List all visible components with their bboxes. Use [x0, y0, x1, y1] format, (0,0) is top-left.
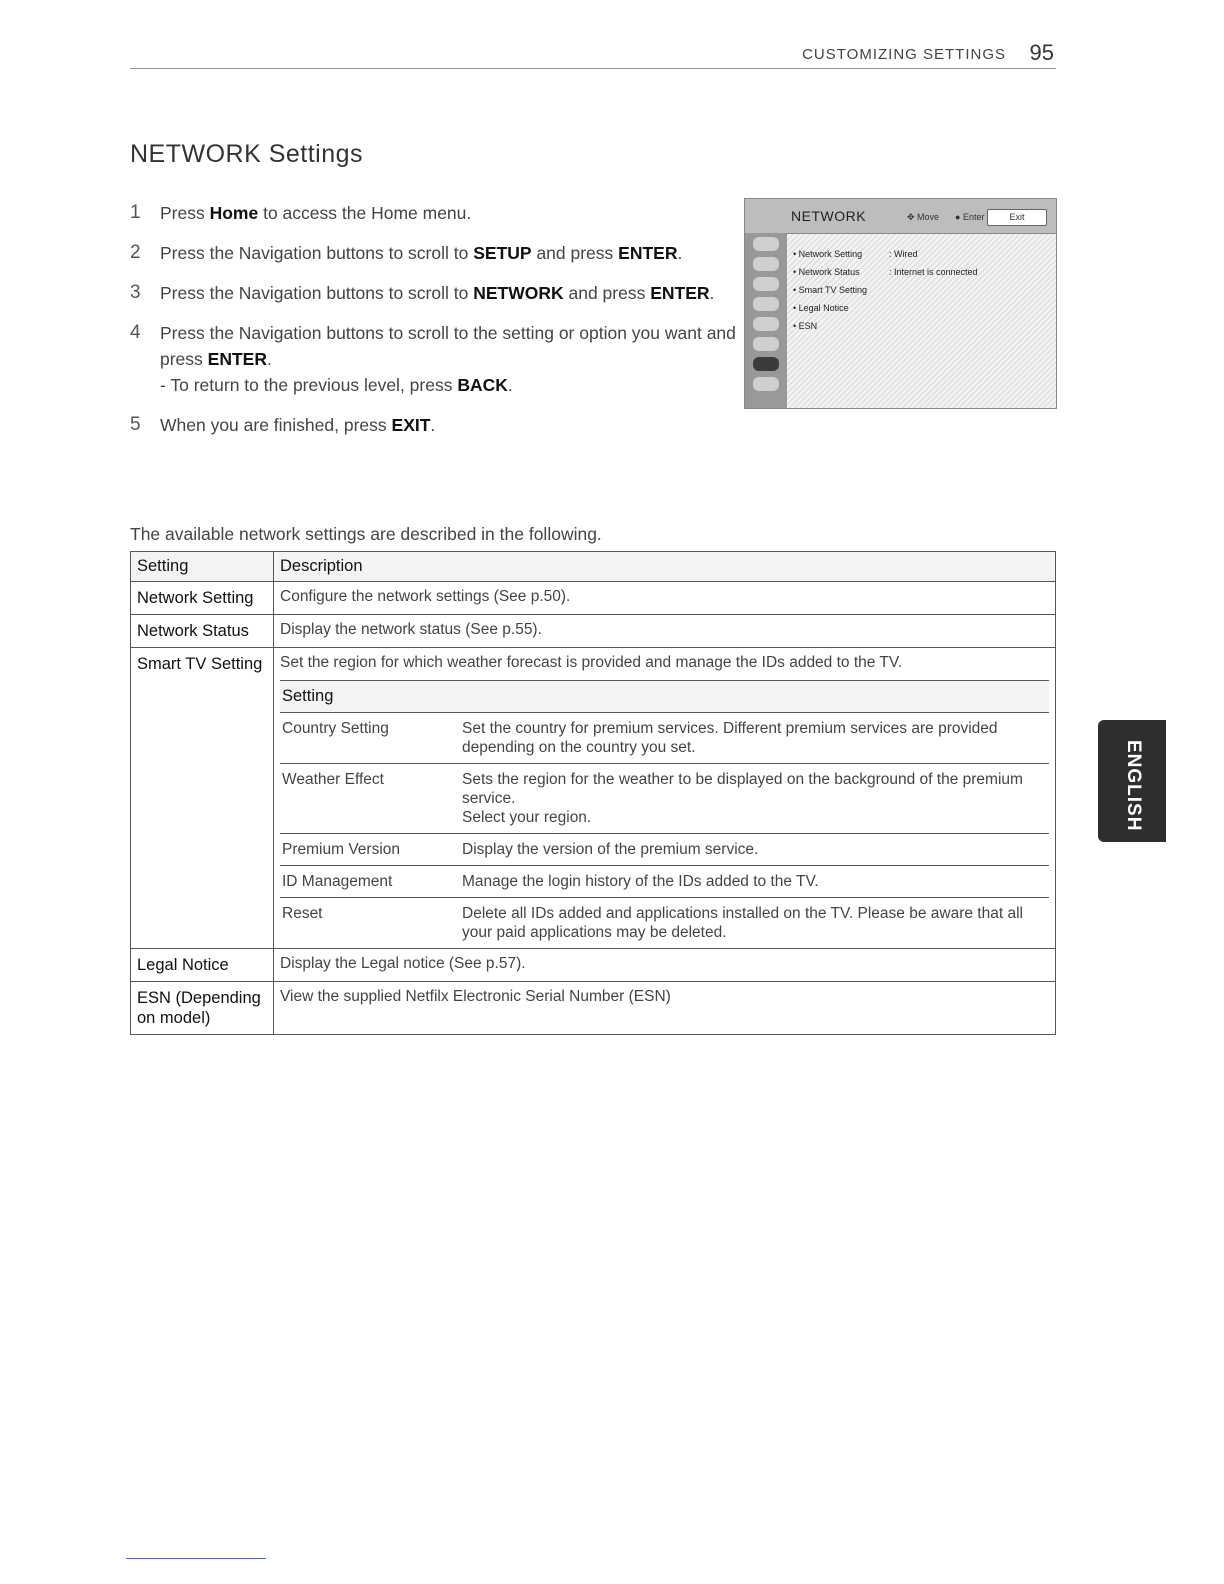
lock-icon [753, 317, 779, 331]
option-icon [753, 337, 779, 351]
column-header-setting: Setting [131, 552, 274, 582]
tv-menu-sidebar [745, 233, 787, 408]
tv-menu-title: NETWORK [791, 208, 867, 224]
subtable-header: Setting [280, 681, 1049, 713]
footer-rule [126, 1558, 266, 1559]
page-number: 95 [1029, 40, 1054, 65]
picture-icon [753, 237, 779, 251]
smart-tv-subtable [280, 680, 1049, 948]
table-row: ESN (Depending on model) View the supplied Netfilx Electronic Serial Number (ESN) [131, 982, 1056, 1035]
tv-move-hint: ✥ Move [907, 212, 940, 222]
column-header-description: Description [274, 552, 1056, 582]
settings-table [130, 551, 1056, 1035]
tv-menu-items [793, 245, 985, 335]
support-icon [753, 377, 779, 391]
subtable-row: ID Management Manage the login history of the IDs added to the TV. [280, 866, 1049, 898]
step-5: 5 When you are finished, press EXIT. [130, 414, 436, 435]
setup-icon [753, 277, 779, 291]
tv-network-menu-screenshot [744, 198, 1057, 409]
steps-list [130, 200, 740, 452]
language-side-tab: ENGLISH [1098, 720, 1166, 842]
subtable-row: Reset Delete all IDs added and applications installed on the TV. Please be aware that all your paid applications may be deleted. [280, 898, 1049, 949]
tv-enter-hint: ● Enter [955, 212, 985, 222]
tv-menu-item: • Smart TV Setting [793, 285, 868, 295]
page-title: NETWORK Settings [130, 140, 364, 168]
subtable-row: Country Setting Set the country for premium services. Different premium services are provided depending on the country you set. [280, 713, 1049, 764]
step-4-note: - To return to the previous level, press BACK. [160, 375, 513, 395]
step-2: 2 Press the Navigation buttons to scroll to SETUP and press ENTER. [130, 242, 683, 263]
table-header-row [131, 552, 1056, 582]
tv-menu-item: • Network Status : Internet is connected [793, 267, 978, 277]
smart-tv-description: Set the region for which weather forecast is provided and manage the IDs added to the TV. [280, 654, 903, 671]
table-row: Network Setting Configure the network settings (See p.50). [131, 582, 1056, 615]
tv-menu-item: • Legal Notice [793, 303, 849, 313]
audio-icon [753, 257, 779, 271]
step-4: 4 Press the Navigation buttons to scroll to the setting or option you want and press ENTER. - To return to the previous level, press BACK. [130, 320, 740, 398]
time-icon [753, 297, 779, 311]
subtable-row: Weather Effect Sets the region for the weather to be displayed on the background of the premium service. Select your region. [280, 764, 1049, 834]
step-1: 1 Press Home to access the Home menu. [130, 202, 472, 223]
table-row: Network Status Display the network status (See p.55). [131, 615, 1056, 648]
page-header [130, 42, 1056, 69]
table-row-smart-tv: Smart TV Setting Set the region for which weather forecast is provided and manage the IDs added to the TV. Setting Country Setting Set the country for premium services. Different premium services are provided depending on the country you set. Weather Effect Sets the region for the weather to be displayed on the background of the premium service. Select your region. Premium Version Display the version of the premium service. ID Management Manage the login history of the IDs added to the TV. Reset Delete all IDs added and applications installed on the TV. Please be aware that all your paid applications may be deleted. [131, 648, 1056, 949]
table-intro: The available network settings are described in the following. [130, 524, 602, 544]
tv-menu-item: • ESN [793, 321, 818, 331]
tv-menu-top-bar [745, 199, 1056, 234]
table-row: Legal Notice Display the Legal notice (See p.57). [131, 949, 1056, 982]
tv-exit-button: Exit [987, 209, 1047, 226]
section-title: CUSTOMIZING SETTINGS [802, 46, 1006, 63]
tv-menu-item: • Network Setting : Wired [793, 249, 918, 259]
network-icon [753, 357, 779, 371]
step-3: 3 Press the Navigation buttons to scroll to NETWORK and press ENTER. [130, 282, 715, 303]
subtable-row: Premium Version Display the version of the premium service. [280, 834, 1049, 866]
